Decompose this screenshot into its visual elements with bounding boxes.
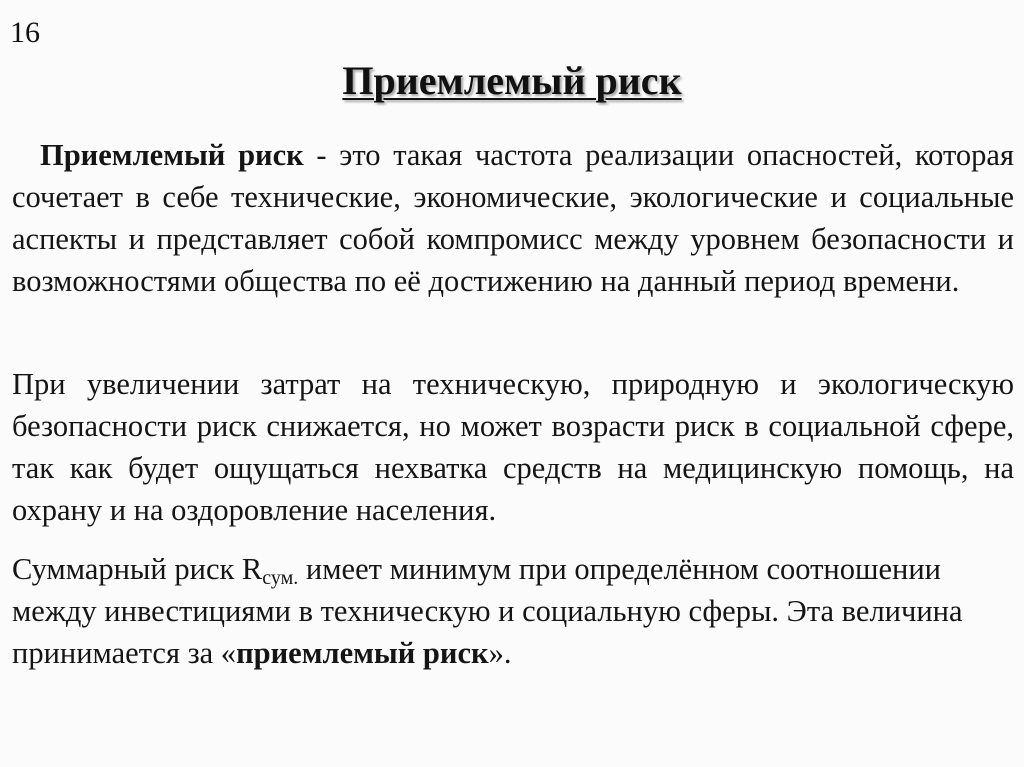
- total-risk-text-start: Суммарный риск R: [12, 552, 263, 586]
- total-risk-paragraph: [12, 548, 1014, 674]
- slide-title: [0, 58, 1024, 104]
- cost-risk-paragraph: При увеличении затрат на техническую, природную и экологическую безопасности риск снижается, но может возрасти риск в социальной сфере, так как будет ощущаться нехватка средств на медицинскую помощь, на охрану и на оздоровление населения.: [12, 367, 1014, 527]
- total-risk-subscript: сум.: [262, 567, 299, 589]
- total-risk-text-middle: имеет минимум при определённом соотношении между инвестициями в техническую и социальную сферы. Эта величина принимается за «: [12, 552, 963, 670]
- slide-number: 16: [10, 16, 40, 49]
- acceptable-risk-term: приемлемый риск: [236, 636, 489, 670]
- definition-paragraph: [12, 134, 1014, 302]
- definition-text: - это такая частота реализации опасностей, которая сочетает в себе технические, экономические, экологические и социальные аспекты и представляет собой компромисс между уровнем безопасности и возможностями общества по её достижению на данный период времени.: [12, 138, 1015, 298]
- total-risk-text-end: ».: [488, 636, 512, 670]
- definition-term: Приемлемый риск: [40, 138, 304, 172]
- slide-title-text: Приемлемый риск: [342, 58, 682, 103]
